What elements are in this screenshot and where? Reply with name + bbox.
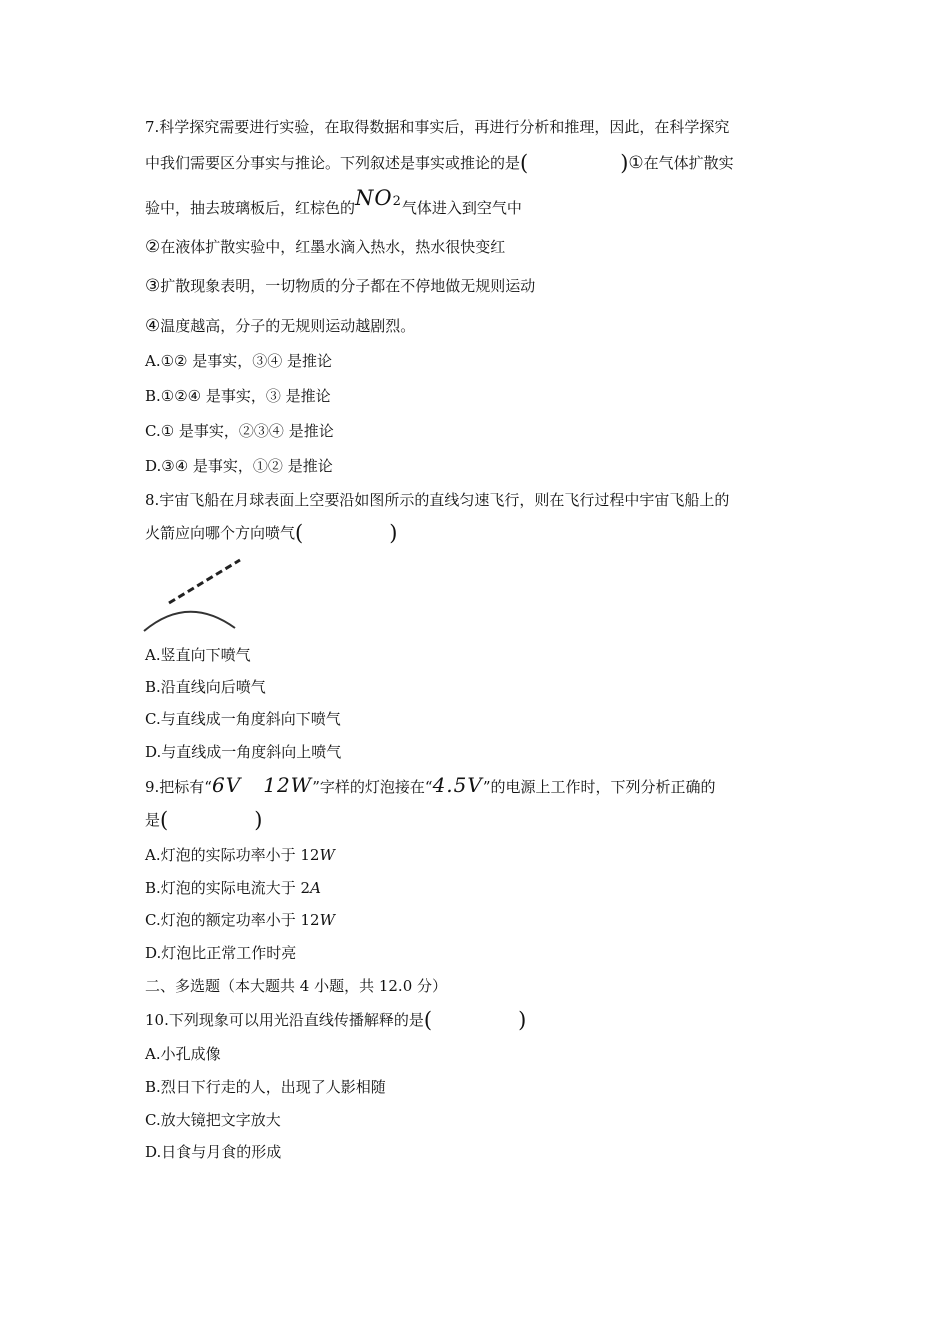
q8-option-c: C.与直线成一角度斜向下喷气: [145, 710, 341, 728]
moon-surface-arc: [144, 612, 235, 631]
q7-line-2: [145, 153, 734, 173]
q9-option-c-unit: W: [319, 911, 335, 929]
q9-line-1-mid: ”字样的灯泡接在“: [312, 778, 433, 796]
q9-line-2: [145, 810, 262, 830]
q8-line-1: 8.宇宙飞船在月球表面上空要沿如图所示的直线匀速飞行，则在飞行过程中宇宙飞船上的: [145, 491, 730, 509]
q8-option-b: B.沿直线向后喷气: [145, 678, 266, 696]
trajectory-dashed-line: [169, 560, 240, 603]
q8-paren-close: ): [389, 521, 398, 545]
q7-item-4-mark: ④: [145, 316, 161, 336]
q7-line-2-tail: 在气体扩散实: [643, 154, 734, 172]
q7-line-1: 7.科学探究需要进行实验，在取得数据和事实后，再进行分析和推理，因此，在科学探究: [145, 118, 730, 136]
q7-item-4: [145, 316, 415, 336]
q7-item-3-text: 扩散现象表明，一切物质的分子都在不停地做无规则运动: [160, 277, 536, 295]
q10-paren-open: (: [423, 1008, 433, 1032]
q9-option-b: [145, 878, 321, 898]
q10-option-c: C.放大镜把文字放大: [145, 1111, 281, 1129]
q9-option-c: [145, 910, 335, 930]
q7-line-2-text: 中我们需要区分事实与推论。下列叙述是事实或推论的是: [145, 154, 521, 172]
q10-option-d: D.日食与月食的形成: [145, 1143, 282, 1161]
q8-line-2-text: 火箭应向哪个方向喷气: [145, 524, 296, 542]
q9-voltage: 4.5V: [432, 773, 483, 797]
q7-line-3: [145, 186, 522, 220]
q7-item-2-mark: ②: [145, 237, 161, 257]
q7-paren-open: (: [520, 151, 529, 175]
q9-line-1: [145, 775, 716, 797]
q10-paren-close: ): [518, 1008, 527, 1032]
q9-rating: 6V 12W: [211, 773, 313, 797]
q7-item-1-mark: ①: [628, 153, 644, 173]
q9-option-a-text: A.灯泡的实际功率小于 12: [145, 846, 320, 864]
q10-line-1-text: 10.下列现象可以用光沿直线传播解释的是: [145, 1011, 424, 1029]
q7-item-3: [145, 276, 535, 296]
q10-option-a: A.小孔成像: [145, 1045, 221, 1063]
q8-line-2: [145, 523, 397, 543]
q9-option-b-text: B.灯泡的实际电流大于 2: [145, 879, 311, 897]
q7-paren-close: ): [620, 151, 629, 175]
moon-trajectory-figure: [140, 556, 250, 636]
q7-item-2: [145, 237, 505, 257]
q9-option-d-text: D.灯泡比正常工作时亮: [145, 944, 297, 962]
q9-option-d: [145, 943, 296, 963]
q9-line-1-text: 9.把标有“: [145, 778, 212, 796]
q7-formula-sub: 2: [392, 194, 402, 209]
q8-paren-open: (: [295, 521, 304, 545]
section-2-heading: 二、多选题（本大题共 4 小题，共 12.0 分）: [145, 977, 448, 995]
q7-item-2-text: 在液体扩散实验中，红墨水滴入热水，热水很快变红: [160, 238, 506, 256]
q7-formula-main: NO: [355, 186, 393, 210]
q7-line-3-text: 验中，抽去玻璃板后，红棕色的: [145, 199, 356, 217]
q8-option-a: A.竖直向下喷气: [145, 646, 251, 664]
q10-option-b: B.烈日下行走的人，出现了人影相随: [145, 1078, 386, 1096]
q10-line-1: [145, 1010, 526, 1030]
q9-line-1-tail: ”的电源上工作时，下列分析正确的: [482, 778, 716, 796]
q9-option-a-unit: W: [319, 846, 335, 864]
q7-formula-no2: [355, 186, 402, 210]
q7-option-a: A.①② 是事实，③④ 是推论: [145, 352, 333, 370]
q7-option-d: D.③④ 是事实，①② 是推论: [145, 457, 333, 475]
q9-option-c-text: C.灯泡的额定功率小于 12: [145, 911, 320, 929]
q7-item-3-mark: ③: [145, 276, 161, 296]
q9-line-2-text: 是: [145, 811, 161, 829]
q7-option-b: B.①②④ 是事实，③ 是推论: [145, 387, 331, 405]
q9-paren-close: ): [254, 808, 263, 832]
q7-line-3-tail: 气体进入到空气中: [401, 199, 522, 217]
q7-item-4-text: 温度越高，分子的无规则运动越剧烈。: [160, 317, 416, 335]
q9-option-a: [145, 845, 335, 865]
q9-paren-open: (: [160, 808, 169, 832]
q7-option-c: C.① 是事实，②③④ 是推论: [145, 422, 334, 440]
q9-option-b-unit: A: [310, 879, 321, 897]
q8-option-d: D.与直线成一角度斜向上喷气: [145, 743, 342, 761]
